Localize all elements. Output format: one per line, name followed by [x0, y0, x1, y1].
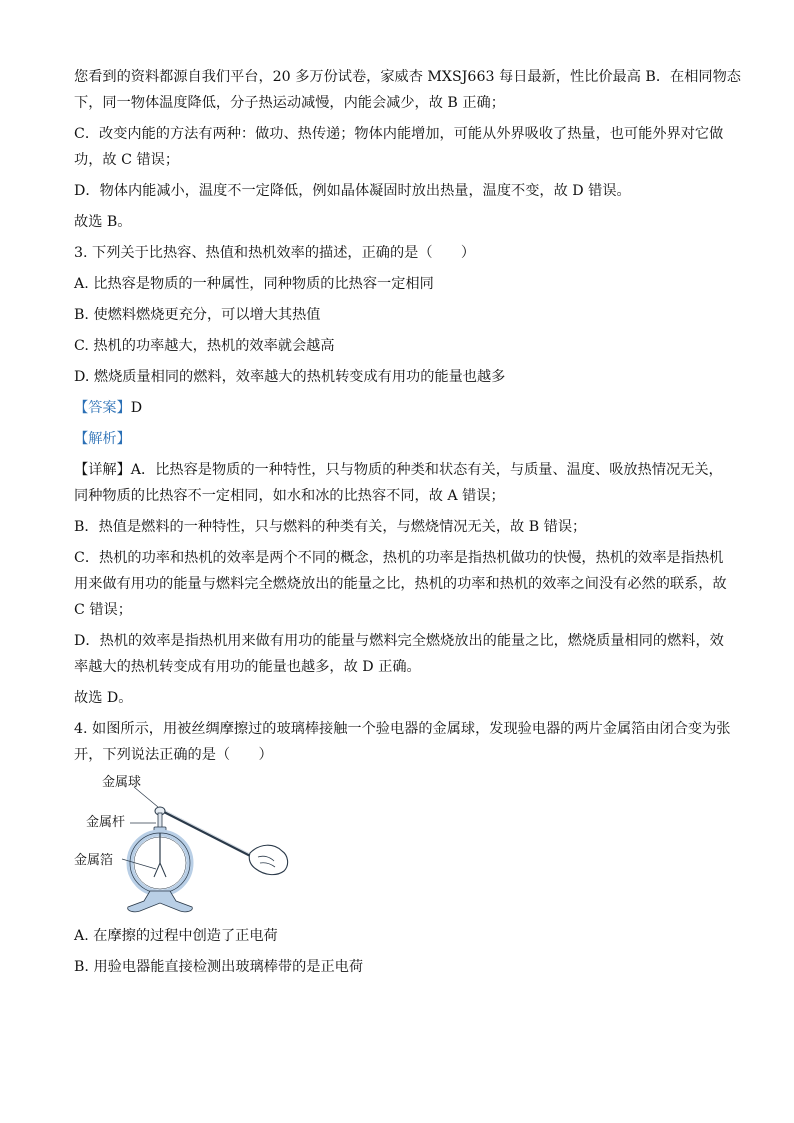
text-line: 用来做有用功的能量与燃料完全燃烧放出的能量之比，热机的功率和热机的效率之间没有必然的联系，故: [74, 576, 727, 592]
text-line: 下，同一物体温度降低，分子热运动减慢，内能会减少，故 B 正确；: [74, 95, 505, 111]
question-3-option-c: [74, 333, 724, 359]
text-line: 您看到的资料都源自我们平台，20 多万份试卷，家威杏 MXSJ663 每日最新，性比价最高 B．在相同物态: [74, 69, 741, 85]
answer-value: D: [130, 400, 143, 416]
analysis-tag: 【解析】: [74, 431, 131, 447]
text-line: 同种物质的比热容不一定相同，如水和冰的比热容不同，故 A 错误；: [74, 488, 505, 504]
question-3-stem: [74, 240, 724, 266]
text-line: A．比热容是物质的一种特性，只与物质的种类和状态有关，与质量、温度、吸放热情况无关，: [130, 462, 723, 478]
text-line: 3. 下列关于比热容、热值和热机效率的描述，正确的是（ ）: [74, 245, 476, 261]
electroscope-figure: [74, 773, 304, 919]
answer-tag: 【答案】: [74, 400, 131, 416]
question-4-stem: [74, 716, 731, 768]
detail-tag: 【详解】: [74, 462, 131, 478]
conclusion-q2: [74, 209, 724, 235]
option-line: B. 用验电器能直接检测出玻璃棒带的是正电荷: [74, 959, 364, 975]
text-line: 率越大的热机转变成有用功的能量也越多，故 D 正确。: [74, 659, 421, 675]
electroscope-drawing: [74, 773, 304, 919]
conclusion-q3: [74, 685, 724, 711]
text-line: C 错误；: [74, 602, 132, 618]
detail-d: [74, 628, 724, 680]
option-line: B. 使燃料燃烧更充分，可以增大其热值: [74, 307, 321, 323]
detail-b: [74, 514, 724, 540]
question-3-option-b: [74, 302, 724, 328]
text-line: B．热值是燃料的一种特性，只与燃料的种类有关，与燃烧情况无关，故 B 错误；: [74, 519, 587, 535]
text-line: 故选 D。: [74, 690, 133, 706]
option-line: A. 比热容是物质的一种属性，同种物质的比热容一定相同: [74, 276, 434, 292]
question-4-option-b: [74, 954, 724, 980]
option-line: A. 在摩擦的过程中创造了正电荷: [74, 928, 278, 944]
option-line: C. 热机的功率越大，热机的效率就会越高: [74, 338, 335, 354]
text-line: C．改变内能的方法有两种：做功、热传递；物体内能增加，可能从外界吸收了热量，也可能外界对它做: [74, 126, 724, 142]
paragraph-d: [74, 178, 724, 204]
label-metal-rod: 金属杆: [86, 815, 126, 830]
label-metal-foil: 金属箔: [74, 853, 114, 868]
text-line: D．物体内能减小，温度不一定降低，例如晶体凝固时放出热量，温度不变，故 D 错误。: [74, 183, 631, 199]
option-line: D. 燃烧质量相同的燃料，效率越大的热机转变成有用功的能量也越多: [74, 369, 506, 385]
analysis-line: [74, 426, 724, 452]
hand-icon: [249, 845, 287, 874]
question-3-option-d: [74, 364, 724, 390]
text-line: C．热机的功率和热机的效率是两个不同的概念，热机的功率是指热机做功的快慢，热机的效率是指热机: [74, 550, 724, 566]
electroscope-stand: [128, 891, 193, 912]
detail-a: [74, 457, 724, 509]
paragraph-c: [74, 121, 724, 173]
answer-line: [74, 395, 724, 421]
paragraph-intro: [74, 64, 741, 116]
question-3-option-a: [74, 271, 724, 297]
text-line: D．热机的效率是指热机用来做有用功的能量与燃料完全燃烧放出的能量之比，燃烧质量相同的燃料，效: [74, 633, 724, 649]
text-line: 开，下列说法正确的是（ ）: [74, 747, 273, 763]
question-4-option-a: [74, 923, 724, 949]
text-line: 故选 B。: [74, 214, 132, 230]
text-line: 4. 如图所示，用被丝绸摩擦过的玻璃棒接触一个验电器的金属球，发现验电器的两片金属箔由闭合变为张: [74, 721, 731, 737]
detail-c: [74, 545, 727, 623]
label-metal-ball: 金属球: [102, 775, 142, 790]
text-line: 功，故 C 错误；: [74, 152, 180, 168]
page-content: [74, 64, 741, 985]
